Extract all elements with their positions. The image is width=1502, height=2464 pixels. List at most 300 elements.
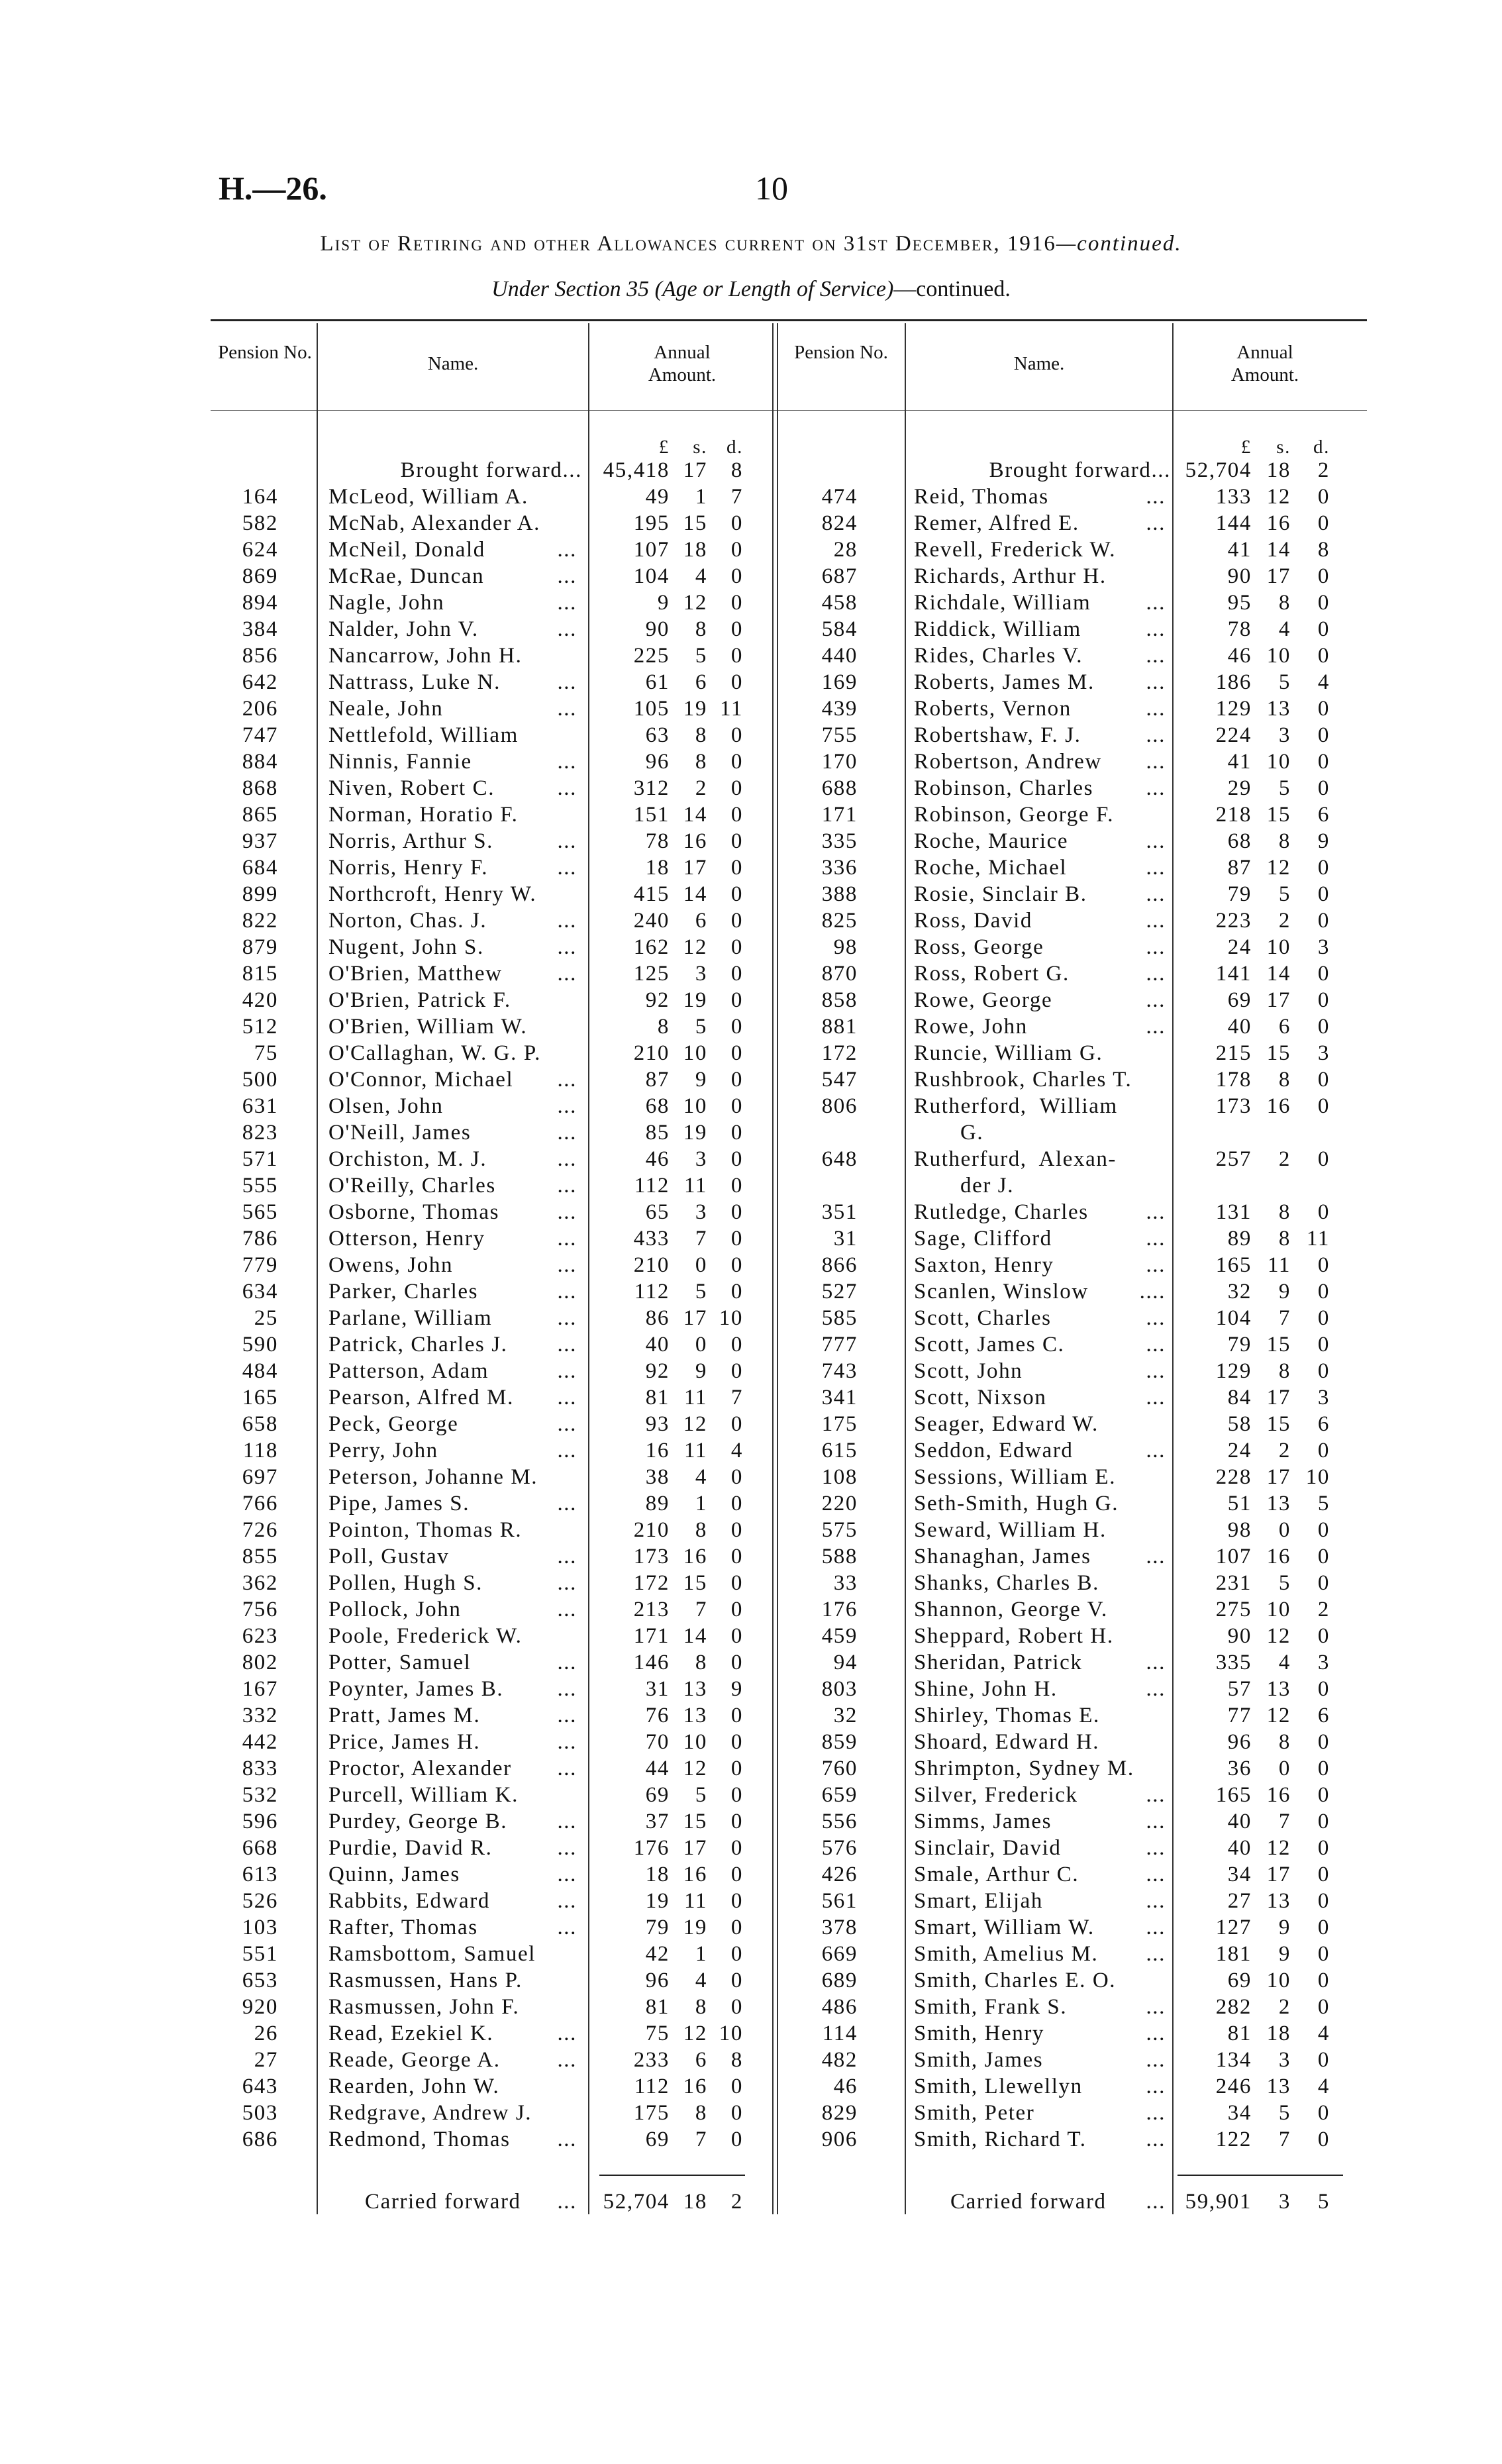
leader-dots: ...: [557, 2022, 577, 2045]
document-reference: H.—26.: [219, 170, 327, 207]
amount-pounds: 76: [645, 1704, 670, 1727]
pension-number: 103: [242, 1916, 278, 1939]
amount-shillings: 0: [1278, 1518, 1291, 1542]
pension-number: 440: [821, 644, 858, 668]
amount-shillings: 5: [695, 1015, 707, 1039]
pension-number: 899: [242, 882, 278, 906]
amount-pence: 4: [1317, 2022, 1330, 2045]
leader-dots: ...: [1146, 882, 1166, 906]
pensioner-name: [914, 510, 1166, 537]
name-text: Pointon, Thomas R.: [328, 1518, 523, 1542]
pensioner-name: [914, 1570, 1166, 1596]
pension-number: 25: [254, 1306, 278, 1330]
amount-pounds: 246: [1215, 2075, 1252, 2098]
amount-shillings: 7: [1278, 1810, 1291, 1833]
pension-number: 642: [242, 670, 278, 694]
amount-pounds: 38: [645, 1465, 670, 1489]
table-top-rule: [211, 319, 1367, 321]
leader-dots: ...: [557, 1068, 577, 1092]
leader-dots: ...: [557, 2190, 577, 2214]
pensioner-name: [914, 1835, 1166, 1861]
amount-pence: 0: [730, 882, 743, 906]
table-row: [0, 1358, 1502, 1384]
amount-pence: 0: [730, 591, 743, 615]
name-text: Pearson, Alfred M.: [328, 1386, 514, 1410]
name-text: Shannon, George V.: [914, 1598, 1108, 1621]
pension-number: 937: [242, 829, 278, 853]
name-text: Ross, George: [914, 935, 1044, 959]
header-pension-no-left: Pension No.: [218, 342, 312, 363]
leader-dots: ...: [1146, 1889, 1166, 1913]
table-row: [0, 1384, 1502, 1411]
table-row: [0, 801, 1502, 828]
name-text: Smale, Arthur C.: [914, 1863, 1079, 1886]
name-text: Smart, William W.: [914, 1916, 1095, 1939]
amount-pounds: 32: [1227, 1280, 1252, 1304]
leader-dots: ...: [557, 909, 577, 933]
amount-pence: 0: [730, 1465, 743, 1489]
total-s: 3: [1278, 2190, 1291, 2214]
pensioner-name: [914, 775, 1166, 801]
pensioner-name: [914, 828, 1166, 854]
leader-dots: ...: [557, 1306, 577, 1330]
table-row: [0, 1517, 1502, 1543]
amount-pounds: 195: [633, 511, 670, 535]
amount-shillings: 12: [683, 1757, 707, 1780]
pension-number: 824: [821, 511, 858, 535]
name-text: Parker, Charles: [328, 1280, 479, 1304]
leader-dots: ...: [1146, 485, 1166, 509]
name-text: Redmond, Thomas: [328, 2128, 511, 2151]
leader-dots: ...: [557, 1280, 577, 1304]
pensioner-name: [914, 748, 1166, 775]
leader-dots: ...: [1146, 1995, 1166, 2019]
amount-pence: 0: [1317, 1969, 1330, 1992]
name-text: Nalder, John V.: [328, 617, 479, 641]
pension-number: 32: [833, 1704, 858, 1727]
amount-shillings: 10: [1266, 1969, 1291, 1992]
amount-shillings: 8: [1278, 1227, 1291, 1251]
amount-shillings: 13: [1266, 1677, 1291, 1701]
table-row: [0, 1464, 1502, 1490]
amount-shillings: 1: [695, 1492, 707, 1515]
amount-shillings: 14: [1266, 962, 1291, 986]
leader-dots: ...: [557, 1571, 577, 1595]
amount-pence: 0: [730, 1704, 743, 1727]
pensioner-name: [914, 1649, 1166, 1676]
amount-shillings: 8: [695, 1518, 707, 1542]
pension-number: 590: [242, 1333, 278, 1357]
table-row: [0, 1040, 1502, 1066]
amount-pounds: 81: [1227, 2022, 1252, 2045]
amount-pounds: 129: [1215, 697, 1252, 721]
amount-pence: 0: [730, 1783, 743, 1807]
amount-pounds: 69: [1227, 1969, 1252, 1992]
pensioner-name: [914, 1517, 1166, 1543]
amount-shillings: 15: [1266, 803, 1291, 827]
amount-pounds: 181: [1215, 1942, 1252, 1966]
leader-dots: ...: [557, 1810, 577, 1833]
amount-pounds: 81: [645, 1386, 670, 1410]
amount-l: 45,418: [603, 458, 670, 482]
table-row: [0, 1199, 1502, 1225]
amount-shillings: 12: [1266, 856, 1291, 880]
amount-pounds: 18: [645, 1863, 670, 1886]
amount-shillings: 12: [683, 935, 707, 959]
amount-pence: 0: [730, 2128, 743, 2151]
name-text: Scott, Charles: [914, 1306, 1052, 1330]
pensioner-name: [914, 1755, 1166, 1782]
table-row: [0, 1146, 1502, 1199]
leader-dots: ...: [1146, 750, 1166, 774]
amount-d: 2: [1317, 458, 1330, 482]
pension-number: 556: [821, 1810, 858, 1833]
amount-pounds: 16: [645, 1439, 670, 1463]
name-text: O'Brien, Patrick F.: [328, 988, 511, 1012]
name-text: Osborne, Thomas: [328, 1200, 500, 1224]
amount-pounds: 49: [645, 485, 670, 509]
amount-pence: 0: [1317, 750, 1330, 774]
leader-dots: ...: [557, 1836, 577, 1860]
name-text: Sheridan, Patrick: [914, 1651, 1083, 1674]
amount-pence: 0: [730, 1836, 743, 1860]
name-text: Rabbits, Edward: [328, 1889, 490, 1913]
leader-dots: ...: [1146, 1916, 1166, 1939]
amount-shillings: 7: [695, 1598, 707, 1621]
name-text: Peterson, Johanne M.: [328, 1465, 538, 1489]
pension-number: 659: [821, 1783, 858, 1807]
amount-shillings: 17: [683, 1306, 707, 1330]
pensioner-name: [914, 2126, 1166, 2153]
amount-pounds: 144: [1215, 511, 1252, 535]
pension-number: 532: [242, 1783, 278, 1807]
amount-pence: 9: [1317, 829, 1330, 853]
amount-pence: 10: [719, 1306, 743, 1330]
amount-shillings: 8: [1278, 1068, 1291, 1092]
amount-shillings: 8: [695, 2101, 707, 2125]
amount-shillings: 16: [1266, 1545, 1291, 1568]
name-text: Poynter, James B.: [328, 1677, 504, 1701]
amount-pounds: 51: [1227, 1492, 1252, 1515]
name-text: Peck, George: [328, 1412, 459, 1436]
amount-pence: 0: [1317, 1306, 1330, 1330]
leader-dots: ...: [1146, 988, 1166, 1012]
name-text: Rowe, John: [914, 1015, 1028, 1039]
name-text: Richards, Arthur H.: [914, 564, 1107, 588]
amount-pounds: 79: [645, 1916, 670, 1939]
amount-pence: 0: [730, 1359, 743, 1383]
table-row: [0, 1013, 1502, 1040]
name-text: Pollen, Hugh S.: [328, 1571, 483, 1595]
total-s: 18: [683, 2190, 707, 2214]
amount-pence: 0: [730, 1545, 743, 1568]
pensioner-name: [914, 616, 1166, 642]
name-text: Nugent, John S.: [328, 935, 484, 959]
leader-dots: ...: [557, 1333, 577, 1357]
amount-shillings: 17: [1266, 1465, 1291, 1489]
amount-shillings: 8: [1278, 1730, 1291, 1754]
amount-pence: 6: [1317, 1412, 1330, 1436]
name-text: Pollock, John: [328, 1598, 462, 1621]
name-text: Smith, Henry: [914, 2022, 1045, 2045]
pension-number: 555: [242, 1174, 278, 1198]
pension-number: 118: [242, 1439, 278, 1463]
amount-pounds: 24: [1227, 1439, 1252, 1463]
name-text: Pipe, James S.: [328, 1492, 470, 1515]
pension-number: 688: [821, 776, 858, 800]
header-amount-left: Annual Amount.: [648, 342, 717, 385]
amount-pounds: 89: [1227, 1227, 1252, 1251]
table-row: [0, 1596, 1502, 1623]
amount-pounds: 134: [1215, 2048, 1252, 2072]
amount-pence: 0: [1317, 1200, 1330, 1224]
amount-pounds: 92: [645, 988, 670, 1012]
amount-pounds: 146: [633, 1651, 670, 1674]
pension-number: 474: [821, 485, 858, 509]
leader-dots: ...: [1146, 856, 1166, 880]
pension-number: 512: [242, 1015, 278, 1039]
amount-pence: 0: [1317, 564, 1330, 588]
name-text: Price, James H.: [328, 1730, 481, 1754]
leader-dots: ...: [1146, 1810, 1166, 1833]
name-text: Ramsbottom, Samuel: [328, 1942, 536, 1966]
name-text: Revell, Frederick W.: [914, 538, 1117, 562]
amount-pence: 0: [1317, 485, 1330, 509]
amount-shillings: 1: [695, 1942, 707, 1966]
pensioner-name: [914, 1252, 1166, 1278]
leader-dots: ...: [1146, 829, 1166, 853]
name-text: Smith, Richard T.: [914, 2128, 1087, 2151]
leader-dots: ...: [1146, 2022, 1166, 2045]
amount-shillings: 9: [695, 1359, 707, 1383]
amount-pounds: 104: [633, 564, 670, 588]
leader-dots: ...: [557, 856, 577, 880]
name-text: Niven, Robert C.: [328, 776, 495, 800]
pensioner-name: [914, 1994, 1166, 2020]
pension-number: 503: [242, 2101, 278, 2125]
amount-shillings: 13: [683, 1704, 707, 1727]
amount-pounds: 29: [1227, 776, 1252, 800]
amount-shillings: 13: [1266, 1889, 1291, 1913]
amount-pence: 0: [1317, 1810, 1330, 1833]
pension-number: 870: [821, 962, 858, 986]
amount-pence: 0: [730, 962, 743, 986]
name-text: Rearden, John W.: [328, 2075, 500, 2098]
amount-shillings: 16: [1266, 1783, 1291, 1807]
amount-pounds: 112: [634, 1280, 670, 1304]
amount-shillings: 11: [684, 1386, 707, 1410]
pensioner-name: [914, 1888, 1166, 1914]
name-text: Quinn, James: [328, 1863, 460, 1886]
table-row: [0, 1729, 1502, 1755]
amount-shillings: 14: [683, 803, 707, 827]
name-text: Scott, James C.: [914, 1333, 1065, 1357]
amount-pence: 0: [1317, 962, 1330, 986]
pensioner-name: [914, 1358, 1166, 1384]
name-text: Simms, James: [914, 1810, 1052, 1833]
header-pension-no-right: Pension No.: [794, 342, 888, 363]
pension-number: 648: [821, 1147, 858, 1171]
amount-pounds: 92: [645, 1359, 670, 1383]
leader-dots: ...: [1146, 1677, 1166, 1701]
leader-dots: ...: [1146, 1253, 1166, 1277]
pensioner-name: [914, 1225, 1166, 1252]
amount-shillings: 16: [683, 1545, 707, 1568]
name-text: Rutherfurd, Alexan-: [914, 1147, 1117, 1171]
pension-number: 75: [254, 1041, 278, 1065]
amount-shillings: 16: [683, 829, 707, 853]
pension-number: 171: [821, 803, 858, 827]
name-text: Reid, Thomas: [914, 485, 1049, 509]
name-text: Rasmussen, John F.: [328, 1995, 520, 2019]
amount-shillings: 11: [684, 1889, 707, 1913]
leader-dots: ...: [1146, 935, 1166, 959]
leader-dots: ...: [1146, 2075, 1166, 2098]
leader-dots: ...: [1146, 1863, 1166, 1886]
amount-pence: 0: [1317, 1253, 1330, 1277]
amount-shillings: 5: [695, 644, 707, 668]
pension-number: 388: [821, 882, 858, 906]
carried-forward-label: Carried forward: [950, 2190, 1107, 2214]
amount-shillings: 19: [683, 988, 707, 1012]
amount-pounds: 81: [645, 1995, 670, 2019]
table-row: [0, 1676, 1502, 1702]
name-text: Perry, John: [328, 1439, 438, 1463]
amount-pence: 0: [1317, 882, 1330, 906]
name-text: Smith, Peter: [914, 2101, 1035, 2125]
amount-pounds: 96: [645, 750, 670, 774]
table-row: [0, 1623, 1502, 1649]
name-text: Nagle, John: [328, 591, 445, 615]
name-text: Orchiston, M. J.: [328, 1147, 487, 1171]
amount-pounds: 240: [633, 909, 670, 933]
amount-pounds: 34: [1227, 1863, 1252, 1886]
leader-dots: ...: [557, 1889, 577, 1913]
amount-pounds: 90: [645, 617, 670, 641]
amount-pounds: 433: [633, 1227, 670, 1251]
table-row: [0, 590, 1502, 616]
pounds-label: £: [658, 436, 670, 458]
leader-dots: ...: [1146, 1333, 1166, 1357]
name-text: Patrick, Charles J.: [328, 1333, 508, 1357]
pensioner-name: [914, 1331, 1166, 1358]
amount-shillings: 12: [1266, 1624, 1291, 1648]
pension-number: 866: [821, 1253, 858, 1277]
amount-pence: 0: [730, 1280, 743, 1304]
pensioner-name: [914, 881, 1166, 907]
amount-pounds: 41: [1227, 750, 1252, 774]
pension-number: 906: [821, 2128, 858, 2151]
amount-shillings: 15: [1266, 1333, 1291, 1357]
pension-number: 747: [242, 723, 278, 747]
pension-number: 565: [242, 1200, 278, 1224]
leader-dots: ...: [557, 1730, 577, 1754]
pension-number: 170: [821, 750, 858, 774]
pensioner-name: [914, 1623, 1166, 1649]
amount-pounds: 282: [1215, 1995, 1252, 2019]
amount-pounds: 40: [645, 1333, 670, 1357]
table-row: [0, 1570, 1502, 1596]
pensioner-name: [914, 1782, 1166, 1808]
amount-pounds: 69: [645, 2128, 670, 2151]
pensioner-name: [914, 801, 1166, 828]
amount-pounds: 233: [633, 2048, 670, 2072]
pension-number: 756: [242, 1598, 278, 1621]
amount-pence: 0: [730, 1200, 743, 1224]
name-text: O'Brien, William W.: [328, 1015, 528, 1039]
amount-shillings: 12: [683, 591, 707, 615]
brought-forward-label: Brought forward...: [989, 458, 1171, 482]
name-text: Robertson, Andrew: [914, 750, 1102, 774]
amount-pounds: 68: [1227, 829, 1252, 853]
amount-pounds: 44: [645, 1757, 670, 1780]
amount-shillings: 2: [1278, 1439, 1291, 1463]
pensioner-name: [914, 960, 1166, 987]
table-row: [0, 537, 1502, 563]
carried-forward-cell: [914, 2188, 1166, 2215]
pension-number: 868: [242, 776, 278, 800]
amount-shillings: 10: [1266, 644, 1291, 668]
name-continuation: der J.: [960, 1174, 1015, 1198]
pension-number: 26: [254, 2022, 278, 2045]
amount-pence: 0: [730, 1651, 743, 1674]
shillings-label: s.: [1276, 436, 1291, 458]
pension-number: 114: [822, 2022, 858, 2045]
pension-number: 94: [833, 1651, 858, 1674]
amount-shillings: 17: [1266, 988, 1291, 1012]
pounds-label: £: [1240, 436, 1252, 458]
table-row: [0, 669, 1502, 695]
pensioner-name: [914, 1013, 1166, 1040]
amount-pence: 0: [730, 1995, 743, 2019]
name-text: Sage, Clifford: [914, 1227, 1052, 1251]
amount-shillings: 13: [1266, 2075, 1291, 2098]
brought-forward-row: [0, 457, 1502, 484]
leader-dots: ...: [557, 962, 577, 986]
amount-pounds: 70: [645, 1730, 670, 1754]
amount-pounds: 69: [645, 1783, 670, 1807]
amount-pounds: 107: [633, 538, 670, 562]
amount-pence: 3: [1317, 935, 1330, 959]
amount-pence: 0: [730, 2101, 743, 2125]
table-row: [0, 1066, 1502, 1093]
pension-number: 777: [821, 1333, 858, 1357]
amount-shillings: 10: [1266, 750, 1291, 774]
name-text: Nattrass, Luke N.: [328, 670, 501, 694]
leader-dots: ...: [557, 1094, 577, 1118]
amount-pounds: 95: [1227, 591, 1252, 615]
total-d: 5: [1317, 2190, 1330, 2214]
name-text: Rafter, Thomas: [328, 1916, 478, 1939]
amount-shillings: 8: [1278, 1359, 1291, 1383]
name-text: Nettlefold, William: [328, 723, 519, 747]
leader-dots: ...: [1146, 1359, 1166, 1383]
name-text: Poole, Frederick W.: [328, 1624, 523, 1648]
leader-dots: ...: [1146, 670, 1166, 694]
name-text: Patterson, Adam: [328, 1359, 489, 1383]
pension-number: 164: [242, 485, 278, 509]
amount-shillings: 11: [1268, 1253, 1291, 1277]
header-bottom-rule: [211, 410, 1367, 411]
leader-dots: ...: [557, 1863, 577, 1886]
amount-pounds: 98: [1227, 1518, 1252, 1542]
leader-dots: ...: [1146, 1545, 1166, 1568]
amount-pounds: 9: [657, 591, 670, 615]
amount-pence: 3: [1317, 1041, 1330, 1065]
pension-number: 220: [821, 1492, 858, 1515]
name-text: Scott, John: [914, 1359, 1023, 1383]
leader-dots: ...: [1146, 1227, 1166, 1251]
